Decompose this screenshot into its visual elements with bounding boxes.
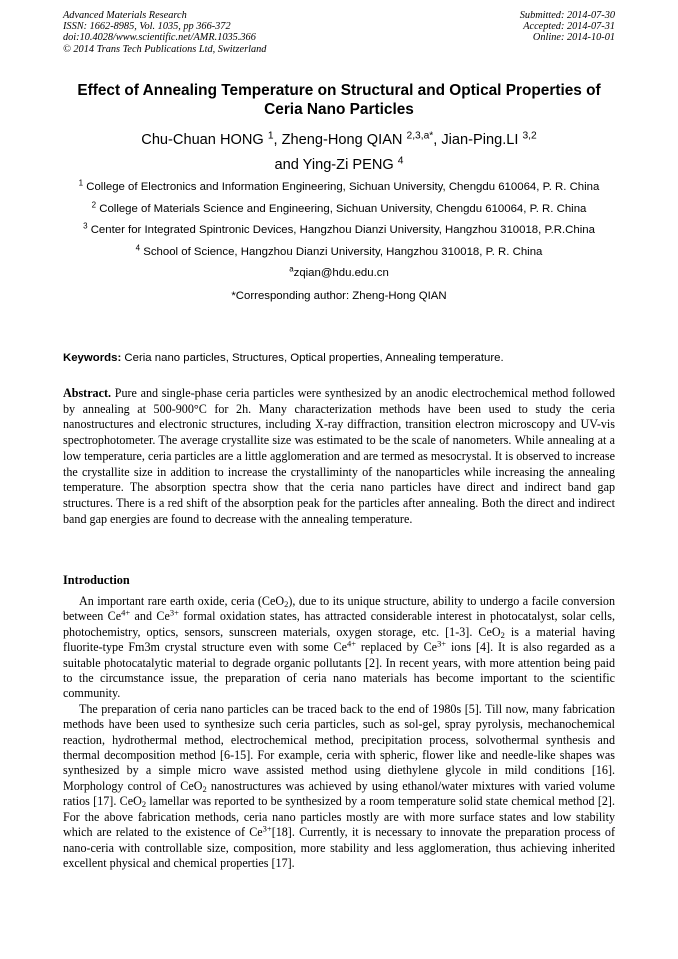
affiliation-mark: 2 (91, 200, 97, 210)
keywords-label: Keywords: (63, 352, 122, 364)
superscript: 3+ (169, 607, 179, 618)
affiliation-mark: 4 (135, 243, 141, 253)
affiliation-1 (63, 178, 615, 195)
corresponding-author: *Corresponding author: Zheng-Hong QIAN (231, 289, 447, 302)
author-line-2 (40, 153, 638, 178)
affiliation-mark: 3 (83, 221, 88, 231)
accepted-date: Accepted: 2014-07-31 (523, 21, 615, 33)
publication-dates (415, 10, 615, 44)
title-line-1: Effect of Annealing Temperature on Structural and Optical Properties of (77, 82, 601, 99)
text-run: The preparation of ceria nano particles can be traced back to the end of 1980s [5]. Till now, many fabrication methods have been used to synthesize such ceria particles, such as sol-gel, spray pyrolysis, mechanochemical reaction, hydrothermal method, electrochemical method, precipitation process, solvothermal synthesis and thermal decomposition method [6-15]. For example, ceria with spheric, flower like and needle-like shapes was synthesized by a simple micro wave assisted method using diethylene glycole in mild conditions [16]. Morphology control of CeO (63, 701, 615, 793)
author-list (40, 128, 638, 178)
journal-info (63, 10, 363, 55)
subscript: 2 (202, 783, 207, 794)
affiliation-mark: 1 (78, 178, 84, 188)
superscript: 3+ (437, 638, 447, 649)
paper-title (40, 81, 638, 119)
text-run: [18]. Currently, it is necessary to innovate the preparation process of nano-ceria with controllable size, composition, more stability and less agglomeration, thus achieving inherited excellent physical and chemical properties [17]. (63, 825, 615, 870)
affiliation-text: Center for Integrated Spintronic Devices, Hangzhou Dianzi University, Hangzhou 310018, P.R.China (87, 224, 595, 237)
superscript: 3+ (262, 823, 272, 834)
subscript: 2 (141, 799, 147, 810)
email-mark: a (289, 265, 294, 274)
text-run: nanostructures was achieved by using ethanol/water mixtures with varied volume ratios [17]. CeO (63, 778, 616, 809)
superscript: 4+ (121, 607, 131, 618)
subscript: 2 (284, 599, 289, 610)
text-run: replaced by Ce (355, 640, 438, 655)
author-name: , Jian-Ping.LI (433, 132, 523, 148)
author-email (63, 267, 615, 281)
superscript: 4+ (346, 638, 356, 649)
affiliations (63, 178, 615, 304)
text-run: An important rare earth oxide, ceria (CeO (79, 594, 285, 608)
author-name: , Zheng-Hong QIAN (273, 132, 407, 148)
section-heading-introduction: Introduction (63, 573, 130, 587)
affiliation-4 (63, 243, 615, 260)
abstract-label: Abstract. (63, 386, 112, 400)
intro-paragraph-2 (63, 702, 615, 871)
abstract-text: Pure and single-phase ceria particles were synthesized by an anodic electrochemical method followed by annealing at 500-900°C for 2h. Many characterization methods have been used to study the ceria nanostructures and electronic structures, including X-ray diffraction, transition electron microscopy and UV-vis spectrophotometer. The average crystallite size was estimated to be the scale of nanometers. While annealing at a low temperature, ceria particles are a little agglomeration and are termed as mesocrystal. It is observed to increase the crystallite size in addition to increase the crystalliminty of the nanoparticles while increasing the annealing temperature. The absorption spectra show that the ceria nano particles have direct and indirect band gap structures. There is a red shift of the absorption peak for the particles after annealing. Both the direct and indirect band gap energies are found to decrease with the annealing temperature. (63, 386, 615, 526)
author-name: and Ying-Zi PENG (274, 157, 398, 173)
affiliation-2 (63, 200, 615, 217)
text-run: ions [4]. It is also regarded as a suitable photocatalytic material to degrade organic pollutants [2]. In recent years, with more attention being paid to the circumstance issue, the preparation of ceria nano materials has become important to the scientific community. (63, 640, 615, 701)
text-run: is a material having fluorite-type Fm3m crystal structure even with some Ce (63, 624, 615, 655)
affiliation-3 (63, 221, 615, 238)
submitted-date: Submitted: 2014-07-30 (519, 10, 615, 21)
author-name: Chu-Chuan HONG (141, 132, 268, 148)
text-run: formal oxidation states, has attracted considerable interest in photocatalyst, solar cells, photochemistry, optics, sensors, sunscreen materials, oxygen storage, etc. [1-3]. CeO (63, 609, 616, 639)
online-date: Online: 2014-10-01 (532, 32, 615, 44)
author-line-1 (40, 128, 638, 153)
author-affil-mark: 3,2 (522, 130, 537, 142)
abstract (63, 386, 615, 527)
doi: doi:10.4028/www.scientific.net/AMR.1035.366 (63, 32, 256, 44)
text-run: lamellar was reported to be synthesized by a room temperature solid state chemical method [2]. For the above fabrication methods, ceria nano particles mostly are with more surface states and low stability which are related to the existence of Ce (63, 794, 615, 840)
text-run: ), due to its unique structure, ability to undergo a facile conversion between Ce (63, 594, 616, 624)
affiliation-text: College of Materials Science and Engineering, Sichuan University, Chengdu 610064, P. R. China (96, 202, 587, 215)
affiliation-text: College of Electronics and Information Engineering, Sichuan University, Chengdu 610064, P. R. China (83, 181, 600, 193)
keywords-text: Ceria nano particles, Structures, Optical properties, Annealing temperature. (121, 352, 504, 364)
author-affil-mark: 4 (397, 155, 404, 167)
affiliation-text: School of Science, Hangzhou Dianzi University, Hangzhou 310018, P. R. China (140, 245, 543, 258)
author-affil-mark: 1 (267, 130, 274, 142)
subscript: 2 (500, 629, 505, 640)
intro-paragraph-1 (63, 594, 615, 702)
introduction-body (63, 594, 615, 871)
keywords (63, 351, 615, 365)
author-affil-mark: 2,3,a* (406, 130, 434, 142)
title-line-2: Ceria Nano Particles (264, 101, 414, 118)
text-run: and Ce (130, 609, 170, 624)
issn: ISSN: 1662-8985, Vol. 1035, pp 366-372 (63, 21, 231, 33)
journal-name: Advanced Materials Research (63, 10, 187, 21)
email-address[interactable]: zqian@hdu.edu.cn (293, 267, 389, 280)
copyright: © 2014 Trans Tech Publications Ltd, Switzerland (63, 43, 267, 55)
